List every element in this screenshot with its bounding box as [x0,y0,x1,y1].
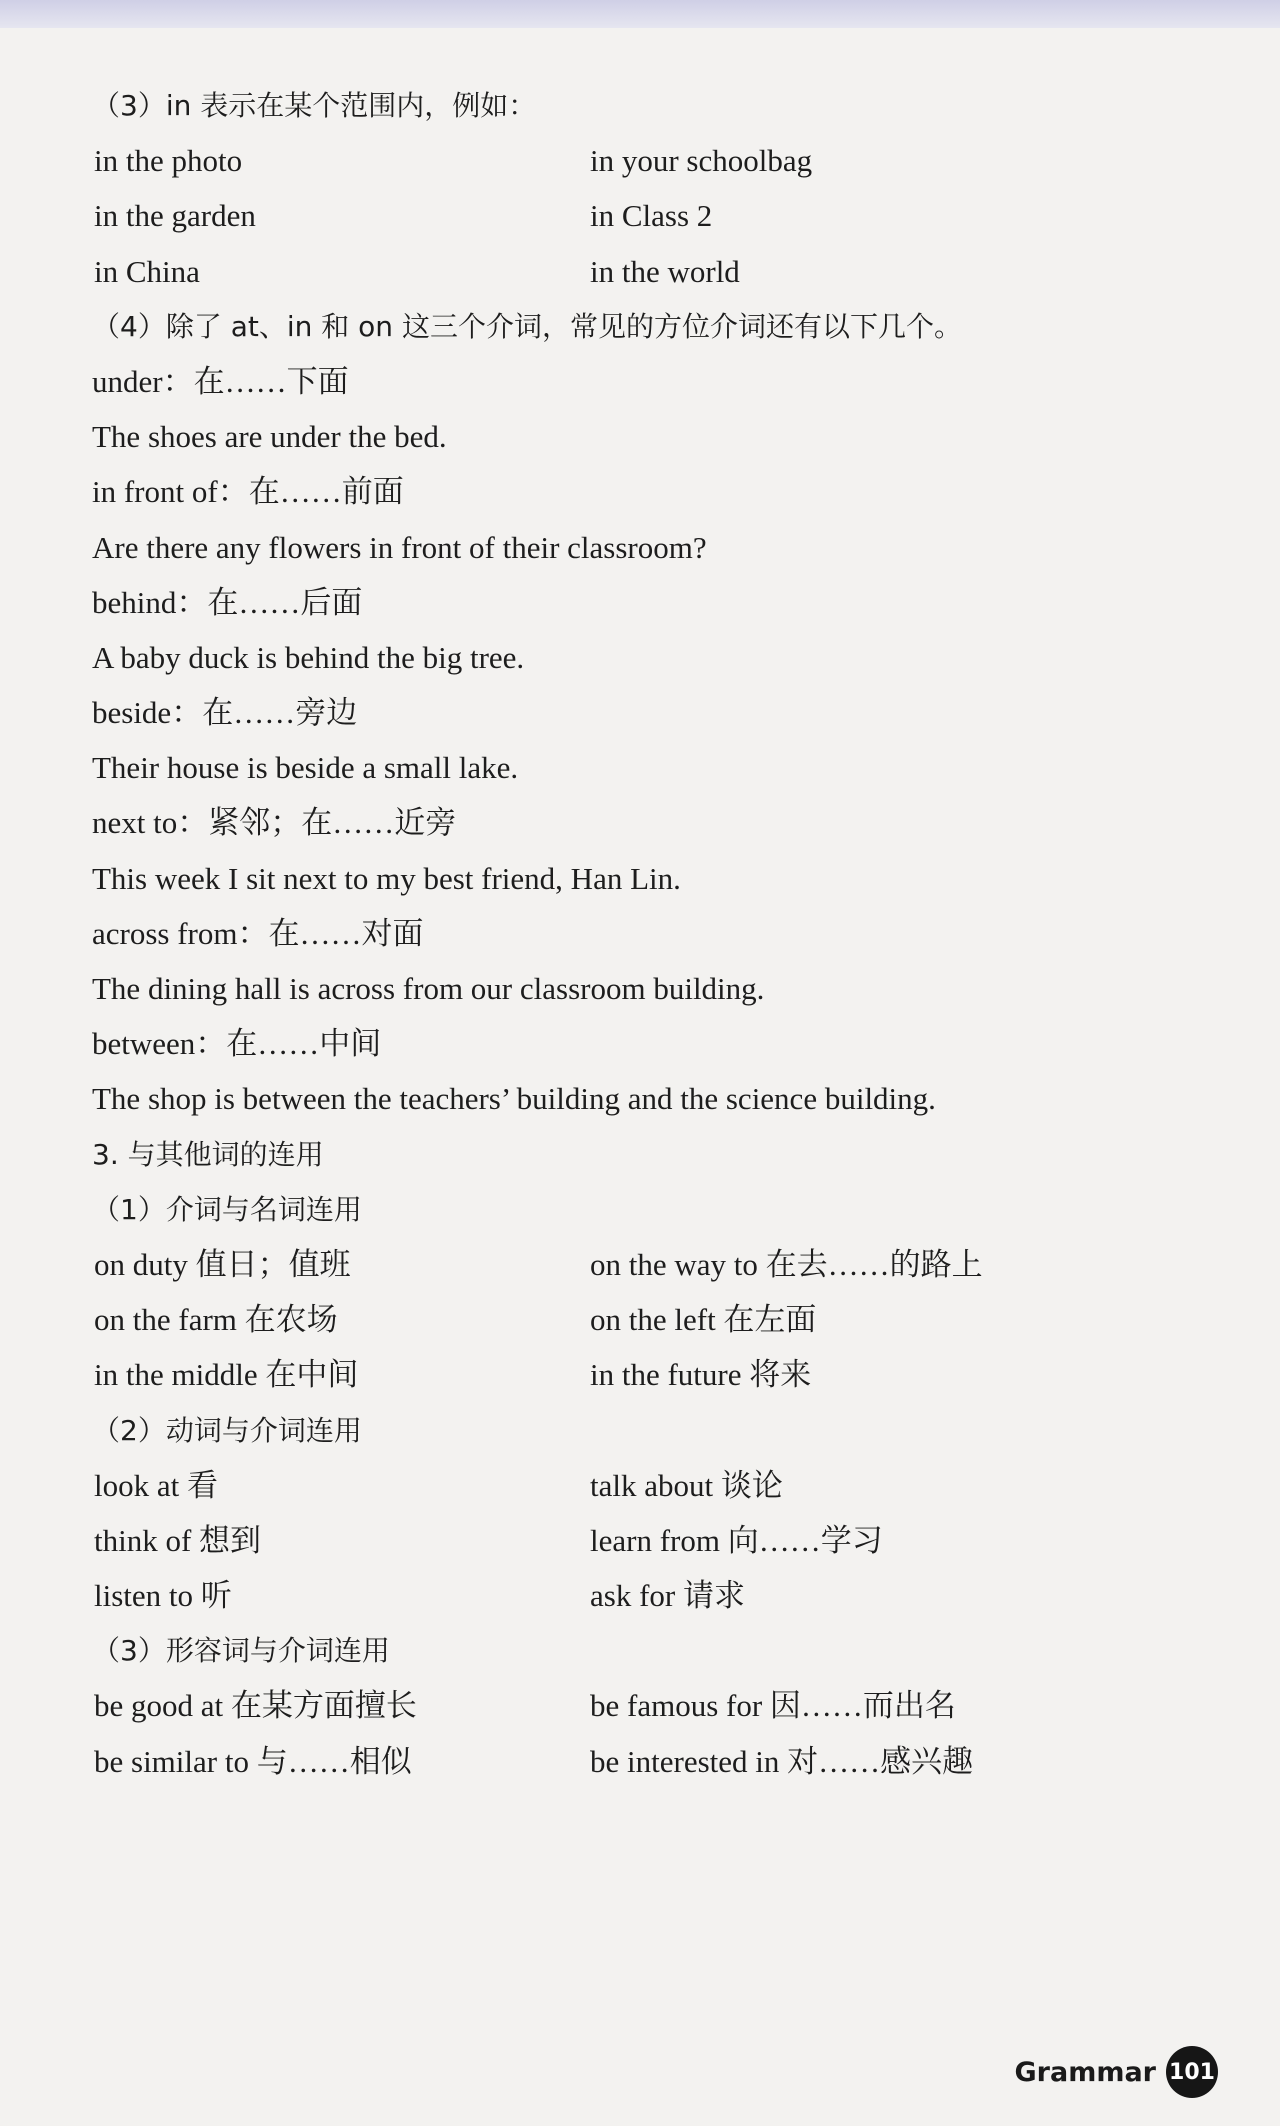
verb-heading: （2）动词与介词连用 [92,1413,362,1447]
page-footer [1015,2046,1219,2098]
phrase: learn from 向……学习 [590,1522,883,1558]
phrase: be good at 在某方面擅长 [94,1688,417,1724]
adj-heading: （3）形容词与介词连用 [92,1634,390,1668]
section-label: Grammar [1014,2056,1156,2088]
phrase: listen to 听 [94,1578,232,1614]
locative-heading: （4）除了 at、in 和 on 这三个介词，常见的方位介词还有以下几个。 [92,309,962,343]
locative-term: beside：在……旁边 [92,695,358,731]
adj-row [92,1678,1212,1733]
phrase: in your schoolbag [590,143,813,179]
in-range-row [92,244,1212,299]
verb-row [92,1458,1212,1513]
phrase: in China [94,253,200,289]
in-range-row [92,188,1212,243]
locative-term: behind：在……后面 [92,584,363,620]
locative-example: The dining hall is across from our classroom building. [92,971,765,1006]
phrase: be famous for 因……而出名 [590,1688,956,1724]
phrase: talk about 谈论 [590,1467,783,1503]
locative-example: Are there any flowers in front of their classroom? [92,529,707,565]
phrase: on the way to 在去……的路上 [590,1246,983,1282]
locative-example: A baby duck is behind the big tree. [92,639,525,675]
noun-row [92,1347,1212,1402]
locative-example: Their house is beside a small lake. [92,750,519,786]
phrase: ask for 请求 [590,1578,745,1614]
verb-row [92,1513,1212,1568]
phrase: be interested in 对……感兴趣 [590,1743,974,1779]
verb-row [92,1568,1212,1623]
adj-row [92,1734,1212,1789]
phrase: on duty 值日；值班 [94,1246,351,1282]
phrase: in the future 将来 [590,1357,812,1393]
phrase: in the garden [94,198,256,234]
locative-example: The shop is between the teachers’ building and the science building. [92,1081,936,1117]
page-number-badge: 101 [1166,2046,1218,2098]
phrase: look at 看 [94,1467,218,1503]
phrase: be similar to 与……相似 [94,1743,412,1779]
locative-term: across from：在……对面 [92,915,424,951]
phrase: in the middle 在中间 [94,1357,359,1393]
in-range-row [92,133,1212,188]
combo-heading: 3. 与其他词的连用 [92,1137,324,1171]
locative-term: next to：紧邻；在……近旁 [92,805,457,841]
locative-term: in front of：在……前面 [92,474,404,510]
locative-example: The shoes are under the bed. [92,419,447,455]
locative-term: under：在……下面 [92,363,349,399]
phrase: on the farm 在农场 [94,1302,338,1338]
grammar-page-content [92,78,1212,1789]
top-edge-strip [0,0,1280,28]
phrase: on the left 在左面 [590,1302,817,1338]
noun-heading: （1）介词与名词连用 [92,1192,362,1226]
phrase: in the photo [94,143,243,179]
noun-row [92,1292,1212,1347]
in-range-heading: （3）in 表示在某个范围内，例如： [92,89,537,122]
noun-row [92,1237,1212,1292]
phrase: in the world [590,253,740,289]
phrase: in Class 2 [590,198,713,234]
phrase: think of 想到 [94,1522,262,1558]
locative-example: This week I sit next to my best friend, Han Lin. [92,860,681,896]
locative-term: between：在……中间 [92,1026,382,1062]
